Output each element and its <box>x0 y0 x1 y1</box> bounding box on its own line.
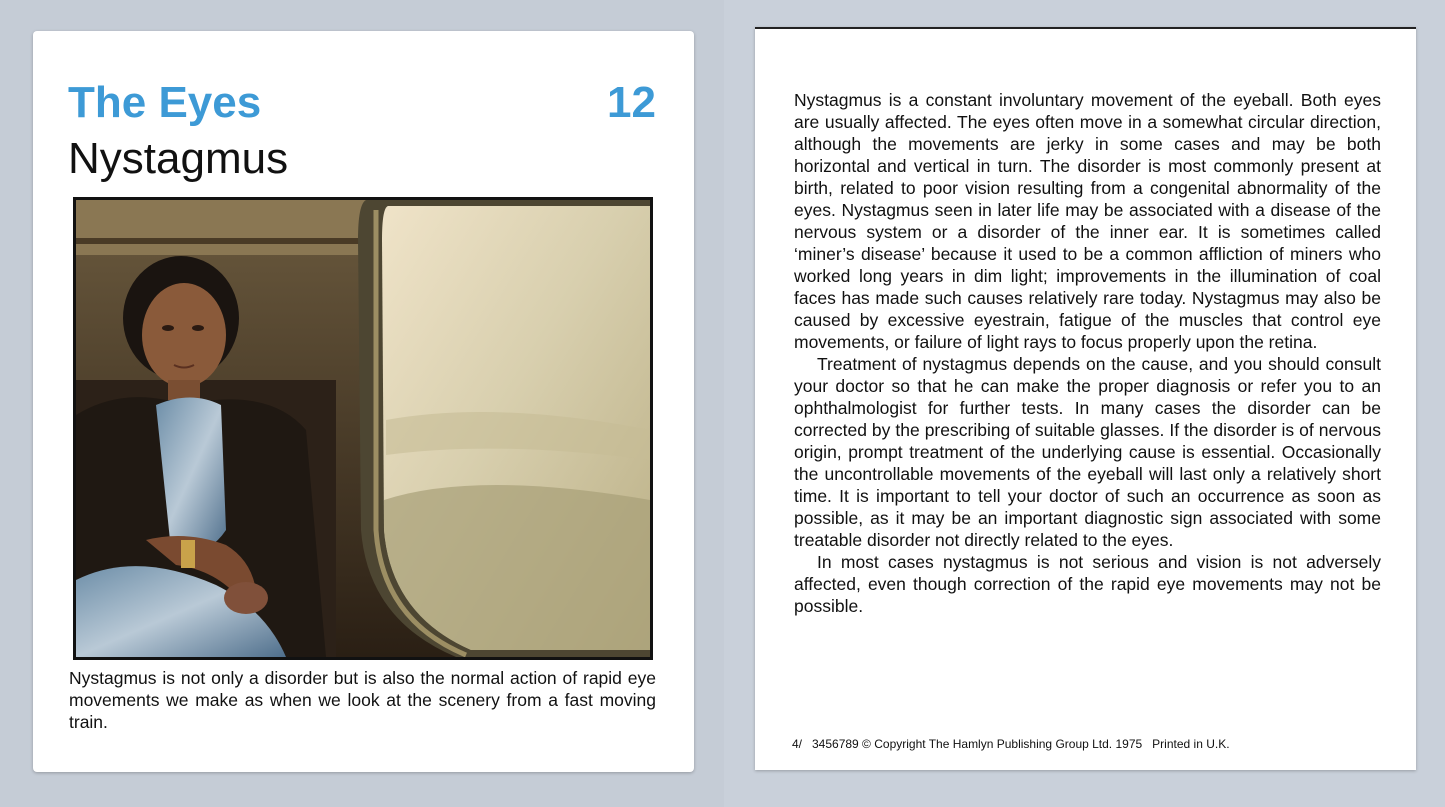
body-paragraph: In most cases nystagmus is not serious and vision is not adversely affected, even though correction of the rapid eye movements may not be possible. <box>794 552 1381 616</box>
card-topic-heading: The Eyes <box>68 78 262 127</box>
train-passenger-photo <box>73 197 653 660</box>
card-front <box>33 31 694 772</box>
card-back <box>755 27 1416 770</box>
card-number: 12 <box>607 78 656 127</box>
copyright-footer: 4/ 3456789 © Copyright The Hamlyn Publishing Group Ltd. 1975 Printed in U.K. <box>792 737 1230 751</box>
photo-illustration <box>76 200 650 657</box>
body-paragraph: Nystagmus is a constant involuntary movement of the eyeball. Both eyes are usually affected. The eyes often move in a somewhat circular direction, although the movements are jerky in some cases and may be both horizontal and vertical in turn. The disorder is most commonly present at birth, related to poor vision resulting from a congenital abnormality of the eyes. Nystagmus seen in later life may be associated with a disease of the nervous system or a disorder of the inner ear. It is sometimes called ‘miner’s disease’ because it used to be a common affliction of miners who worked long years in dim light; improvements in the illumination of coal faces has made such causes relatively rare today. Nystagmus may also be caused by excessive eyestrain, fatigue of the muscles that control eye movements, or failure of light rays to focus properly upon the retina. <box>794 90 1381 352</box>
card-body-text <box>794 89 1381 617</box>
photo-caption: Nystagmus is not only a disorder but is also the normal action of rapid eye movements we make as when we look at the scenery from a fast moving train. <box>69 668 656 732</box>
card-title: Nystagmus <box>68 134 289 183</box>
body-paragraph: Treatment of nystagmus depends on the cause, and you should consult your doctor so that he can make the proper diagnosis or refer you to an ophthalmologist for further tests. In many cases the disorder can be corrected by the prescribing of suitable glasses. If the disorder is of nervous origin, prompt treatment of the underlying cause is essential. Occasionally the uncontrollable movements of the eyeball will last only a relatively short time. It is important to tell your doctor of such an occurrence as soon as possible, as it may be an important diagnostic sign associated with some treatable disorder not directly related to the eyes. <box>794 354 1381 550</box>
